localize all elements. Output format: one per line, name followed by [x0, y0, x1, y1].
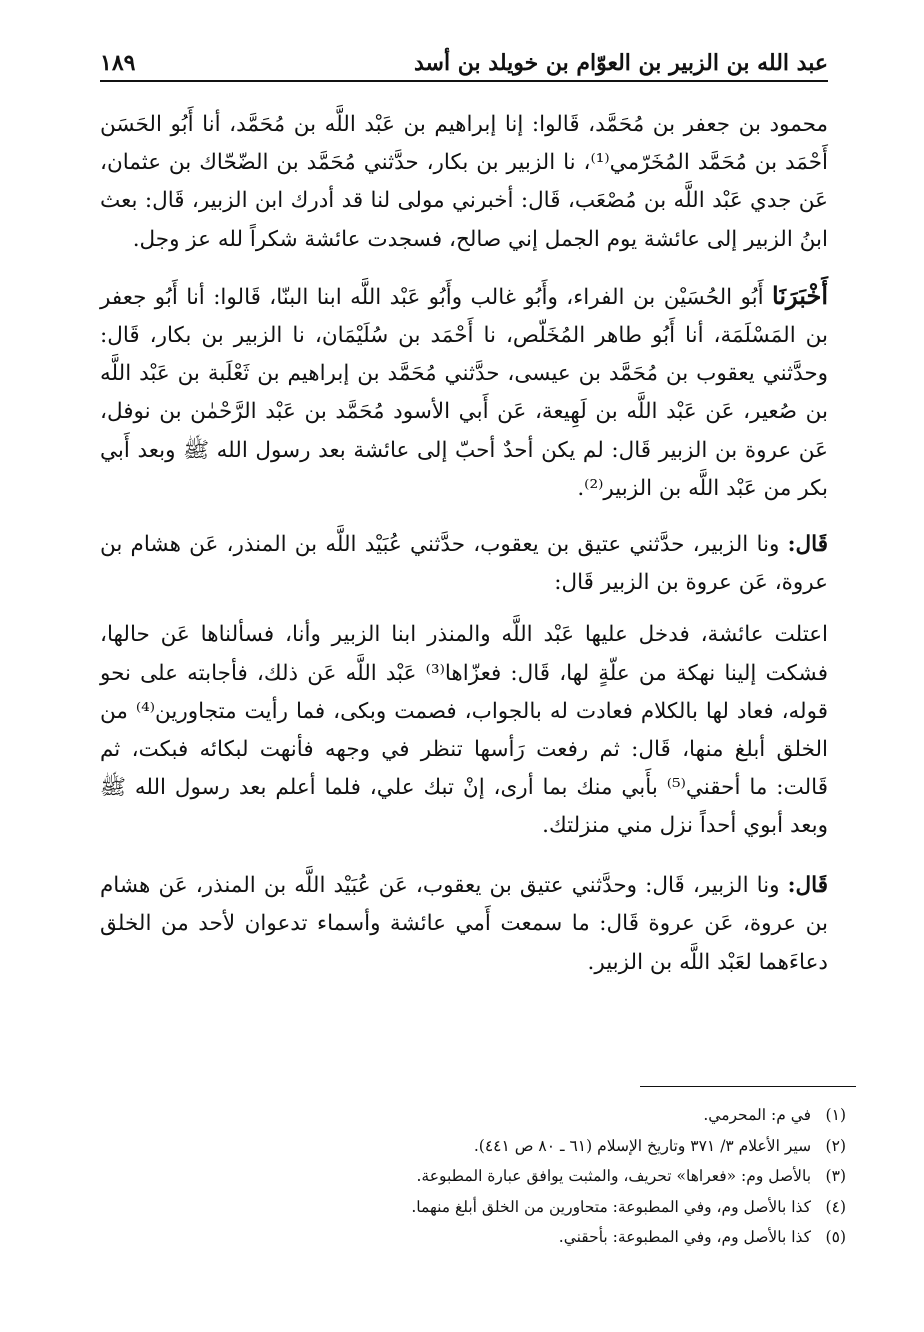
paragraph-text: محمود بن جعفر بن مُحَمَّد، قَالوا: إنا إبراهيم بن عَبْد اللَّه بن مُحَمَّد، أنا أَبُو الحَسَن أَحْمَد بن مُحَمَّد المُخَرّمي⁽¹⁾، نا الزبير بن بكار، حدَّثني مُحَمَّد بن الضّحّاك بن عثمان، عَن جدي عَبْد اللَّه بن مُصْعَب، قَال: أخبرني مولى لنا قد أدرك ابن الزبير، قَال: بعث ابنُ الزبير إلى عائشة يوم الجمل إني صالح، فسجدت عائشة شكراً لله عز وجل.	[100, 112, 828, 252]
footnotes	[100, 1100, 846, 1253]
footnote-1	[100, 1100, 846, 1131]
paragraph-2	[100, 277, 828, 508]
footnote-number: (٤)	[825, 1197, 846, 1216]
footnote-2	[100, 1131, 846, 1162]
paragraph-4	[100, 867, 828, 982]
paragraph-lead-word: أَخْبَرَنَا	[772, 280, 828, 310]
footnote-4	[100, 1192, 846, 1223]
footnote-number: (٢)	[825, 1136, 846, 1155]
paragraph-text: ونا الزبير، حدَّثني عتيق بن يعقوب، حدَّثني عُبَيْد اللَّه بن المنذر، عَن هشام بن عروة، عَن عروة بن الزبير قَال:	[100, 532, 828, 596]
footnote-text: بالأصل وم: «فعراها» تحريف، والمثبت يوافق عبارة المطبوعة.	[416, 1167, 812, 1185]
paragraph-text: أَبُو الحُسَيْن بن الفراء، وأَبُو غالب وأَبُو عَبْد اللَّه ابنا البنّا، قَالوا: أنا أَبُو جعفر بن المَسْلَمَة، أنا أَبُو طاهر المُخَلّص، نا أَحْمَد بن سُلَيْمَان، نا الزبير بن بكار، قَال: وحدَّثني يعقوب بن مُحَمَّد بن عيسى، حدَّثني مُحَمَّد بن إبراهيم بن ثَعْلَبة بن عَبْد اللَّه بن صُعير، عَن عَبْد اللَّه بن لَهِيعة، عَن أَبي الأسود مُحَمَّد بن عَبْد الرَّحْمٰن بن نوفل، عَن عروة بن الزبير قَال: لم يكن أحدٌ أحبّ إلى عائشة بعد رسول الله ﷺ وبعد أَبي بكر من عَبْد اللَّه بن الزبير⁽²⁾.	[100, 284, 828, 501]
page-number: ١٨٩	[100, 50, 136, 76]
footnote-text: كذا بالأصل وم، وفي المطبوعة: متحاورين من الخلق أبلغ منهما.	[411, 1197, 812, 1216]
footnote-text: في م: المحرمي.	[703, 1106, 812, 1124]
paragraph-text: ونا الزبير، قَال: وحدَّثني عتيق بن يعقوب، عَن عُبَيْد اللَّه بن المنذر، عَن هشام بن عروة، عَن عروة قَال: ما سمعت أَمي عائشة وأسماء تدعوان لأحد من الخلق دعاءَهما لعَبْد اللَّه بن الزبير.	[100, 873, 828, 975]
paragraph-1	[100, 106, 828, 259]
footnote-3	[100, 1161, 846, 1192]
running-title: عبد الله بن الزبير بن العوّام بن خويلد بن أسد	[413, 50, 828, 76]
footnote-text: كذا بالأصل وم، وفي المطبوعة: بأحقني.	[558, 1228, 812, 1246]
paragraph-lead-word: قَال:	[787, 532, 828, 558]
page-header	[100, 44, 828, 82]
footnote-number: (١)	[825, 1106, 846, 1124]
paragraph-3-narration: اعتلت عائشة، فدخل عليها عَبْد اللَّه والمنذر ابنا الزبير وأنا، فسألناها عَن حالها، فشكت إلينا نهكة من علّةٍ لها، قَال: فعزّاها⁽³⁾ عَبْد اللَّه عَن ذلك، فأجابته على نحو قوله، فعاد لها بالكلام فعادت له بالجواب، فصمت وبكى، فما رأيت متجاورين⁽⁴⁾ من الخلق أبلغ منها، قَال: ثم رفعت رَأسها تنظر في وجهه فأنهت لبكائه فبكت، ثم قَالت: ما أحقني⁽⁵⁾ بأَبي منك بما أرى، إنْ تبك علي، فلما أعلم بعد رسول الله ﷺ وبعد أبوي أحداً نزل مني منزلتك.	[100, 622, 828, 839]
footnote-number: (٥)	[825, 1228, 846, 1246]
footnote-number: (٣)	[825, 1167, 846, 1185]
main-text	[100, 106, 828, 982]
paragraph-3-isnad	[100, 526, 828, 602]
paragraph-3	[100, 526, 828, 846]
footnote-separator	[640, 1086, 856, 1087]
footnote-5	[100, 1222, 846, 1253]
paragraph-lead-word: قَال:	[787, 873, 828, 899]
footnote-text: سير الأعلام ٣/ ٣٧١ وتاريخ الإسلام (٦١ ـ ٨٠ ص ٤٤١).	[473, 1136, 812, 1155]
